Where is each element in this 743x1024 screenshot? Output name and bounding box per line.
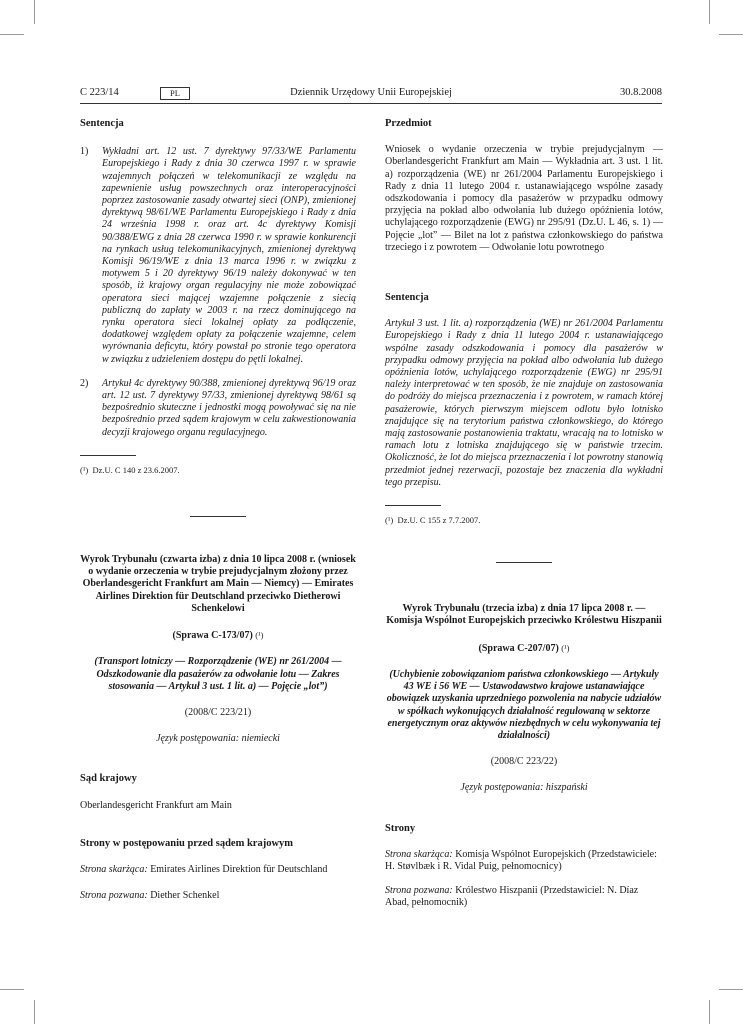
applicant-label: Strona skarżąca: bbox=[80, 863, 148, 875]
section-heading-sentencja: Sentencja bbox=[80, 118, 124, 129]
footnote-text: Dz.U. C 140 z 23.6.2007. bbox=[92, 464, 180, 475]
crop-mark bbox=[0, 34, 24, 35]
defendant-name: Diether Schenkel bbox=[150, 890, 220, 902]
left-column bbox=[80, 118, 356, 902]
crop-mark bbox=[719, 989, 743, 990]
footnote-mark: (¹) bbox=[80, 464, 89, 475]
crop-mark bbox=[719, 34, 743, 35]
defendant bbox=[80, 890, 356, 902]
page-header bbox=[80, 87, 662, 103]
section-heading-parties: Strony bbox=[385, 822, 416, 834]
subject-text: Wniosek o wydanie orzeczenia w trybie prejudycjalnym — Oberlandesgericht Frankfurt am Main — Wykładnia art. 3 ust. 1 lit. a) rozporządzenia (WE) nr 261/2004 Parlamentu Europejskiego i Rady z dnia 11 lutego 2004 r. ustanawiającego wspólne zasady odszkodowania i pomocy dla pasażerów w przypadku odmowy przyjęcia na pokład albo odwołania lub dużego opóźnienia lotów, uchylającego rozporządzenie (EWG) nr 295/91 (Dz.U. L 46, s. 1) — Pojęcie „lot” — Bilet na lot z państwa członkowskiego do państwa trzeciego i z powrotem — Odwołanie lotu powrotnego bbox=[385, 144, 663, 253]
footnote-rule bbox=[80, 455, 136, 456]
footnote-rule bbox=[385, 505, 441, 506]
footnote-mark: (¹) bbox=[255, 630, 264, 641]
applicant-name: Emirates Airlines Direktion für Deutschland bbox=[150, 863, 328, 875]
case-keywords: (Transport lotniczy — Rozporządzenie (WE) nr 261/2004 — Odszkodowanie dla pasażerów za odwołanie lotu — Zakres stosowania — Artykuł 3 ust. 1 lit. a) — Pojęcie „lot”) bbox=[94, 656, 342, 692]
section-heading-sentencja: Sentencja bbox=[385, 292, 429, 304]
crop-mark bbox=[0, 989, 24, 990]
ruling-item-1 bbox=[80, 146, 356, 366]
section-separator bbox=[496, 562, 552, 563]
page-reference: C 223/14 bbox=[80, 87, 119, 98]
footnote bbox=[385, 514, 663, 526]
national-court: Oberlandesgericht Frankfurt am Main bbox=[80, 799, 232, 811]
crop-mark bbox=[34, 0, 35, 24]
applicant bbox=[80, 864, 356, 876]
defendant-name: Królestwo Hiszpanii (Przedstawiciel: N. Díaz Abad, pełnomocnik) bbox=[385, 885, 639, 909]
procedure-language: Język postępowania: niemiecki bbox=[156, 733, 280, 745]
footnote bbox=[80, 464, 356, 476]
right-column bbox=[385, 118, 663, 910]
case-number: (Sprawa C-207/07) (¹) bbox=[478, 642, 570, 654]
footnote-text: Dz.U. C 155 z 7.7.2007. bbox=[397, 515, 481, 526]
section-heading-parties: Strony w postępowaniu przed sądem krajowym bbox=[80, 837, 294, 849]
footnote-mark: (¹) bbox=[561, 642, 570, 653]
issue-date: 30.8.2008 bbox=[620, 87, 662, 98]
ruling-text: Artykuł 3 ust. 1 lit. a) rozporządzenia (WE) nr 261/2004 Parlamentu Europejskiego i Rady z dnia 11 lutego 2004 r. ustanawiającego wspólne zasady odszkodowania i pomocy dla pasażerów w przypadku odmowy przyjęcia na pokład albo odwołania lub dużego opóźnienia lotów, uchylającego rozporządzenie (EWG) nr 295/91 należy interpretować w ten sposób, że nie znajduje on zastosowania do podróży do miejsca przeznaczenia i z powrotem, w ramach której pasażerowie, których pierwszym miejscem odlotu było lotnisko znajdujące się na terytorium państwa członkowskiego, do którego mają zastosowanie postanowienia traktatu, wracają na to lotnisko w ramach lotu z lotniska znajdującego się w państwie trzecim. Okoliczność, że lot do miejsca przeznaczenia i lot powrotny stanowią przedmiot jednej rezerwacji, pozostaje bez znaczenia dla wykładni tego przepisu. bbox=[385, 318, 663, 488]
footnote-mark: (¹) bbox=[385, 515, 394, 526]
applicant-name: Komisja Wspólnot Europejskich (Przedstawiciele: H. Støvlbæk i R. Vidal Puig, pełnomocnicy) bbox=[385, 848, 657, 872]
applicant-label: Strona skarżąca: bbox=[385, 848, 453, 860]
item-text: Artykuł 4c dyrektywy 90/388, zmienionej dyrektywą 96/19 oraz art. 12 ust. 7 dyrektywy 97/33, zmienionej dyrektywą 98/61 są bezpośrednio skuteczne i jednostki mogą powoływać się na nie bezpośrednio przed sądem krajowym w celu zakwestionowania decyzji krajowego organu regulacyjnego. bbox=[102, 377, 356, 438]
defendant bbox=[385, 885, 663, 909]
case-number: (Sprawa C-173/07) (¹) bbox=[172, 630, 264, 642]
case-title: Wyrok Trybunału (czwarta izba) z dnia 10 lipca 2008 r. (wniosek o wydanie orzeczenia w trybie prejudycjalnym złożony przez Oberlandesgericht Frankfurt am Main — Niemcy) — Emirates Airlines Direktion für Deutschland przeciwko Dietherowi Schenkelowi bbox=[80, 554, 356, 614]
item-number: 1) bbox=[80, 146, 89, 158]
crop-mark bbox=[34, 1000, 35, 1024]
language-badge: PL bbox=[160, 87, 190, 100]
ruling-item-2 bbox=[80, 378, 356, 439]
defendant-label: Strona pozwana: bbox=[80, 890, 148, 902]
document-reference: (2008/C 223/21) bbox=[184, 706, 252, 718]
applicant bbox=[385, 849, 663, 873]
crop-mark bbox=[709, 0, 710, 24]
section-separator bbox=[190, 516, 246, 517]
crop-mark bbox=[709, 1000, 710, 1024]
item-text: Wykładni art. 12 ust. 7 dyrektywy 97/33/WE Parlamentu Europejskiego i Rady z dnia 30 czerwca 1997 r. w sprawie wzajemnych połączeń w telekomunikacji ze względu na zapewnienie usług powszechnych oraz interoperacyjności poprzez zastosowanie zasady otwartej sieci (ONP), zmienionej dyrektywą 98/61/WE Parlamentu Europejskiego i Rady z dnia 24 września 1998 r. oraz art. 4c dyrektywy Komisji 90/388/EWG z dnia 28 czerwca 1990 r. w sprawie konkurencji na rynkach usług telekomunikacyjnych, zmienionej dyrektywą Komisji 96/19/WE z dnia 13 marca 1996 r. w związku z motywem 5 i 20 dyrektywy 96/19 należy dokonywać w ten sposób, iż krajowy organ regulacyjny nie może zobowiązać operatora sieci mającej wzajemne połączenie z siecią publiczną do zapłaty w 2003 r. na rzecz dominującego na rynku operatora sieci lokalnej opłaty za podłączenie, dodatkowej względem opłaty za połączenie wzajemne, celem wyrównania deficytu, który powstał po stronie tego operatora w związku z udzieleniem dostępu do pętli lokalnej. bbox=[102, 146, 356, 365]
document-reference: (2008/C 223/22) bbox=[490, 756, 558, 768]
section-heading-subject: Przedmiot bbox=[385, 118, 432, 129]
item-number: 2) bbox=[80, 377, 89, 389]
procedure-language: Język postępowania: hiszpański bbox=[460, 782, 588, 794]
case-keywords: (Uchybienie zobowiązaniom państwa członkowskiego — Artykuły 43 WE i 56 WE — Ustawodawstwo krajowe ustanawiające obowiązek uzyskania uprzedniego pozwolenia na nabycie udziałów w spółkach wykonujących działalność regulowaną w sektorze energetycznym oraz aktywów niezbędnych w celu wykonywania tej działalności) bbox=[386, 668, 662, 741]
section-heading-court: Sąd krajowy bbox=[80, 773, 137, 785]
header-rule bbox=[80, 103, 662, 104]
defendant-label: Strona pozwana: bbox=[385, 885, 453, 897]
case-title: Wyrok Trybunału (trzecia izba) z dnia 17 lipca 2008 r. — Komisja Wspólnot Europejskich przeciwko Królestwu Hiszpanii bbox=[386, 603, 662, 627]
journal-title: Dziennik Urzędowy Unii Europejskiej bbox=[290, 87, 452, 98]
